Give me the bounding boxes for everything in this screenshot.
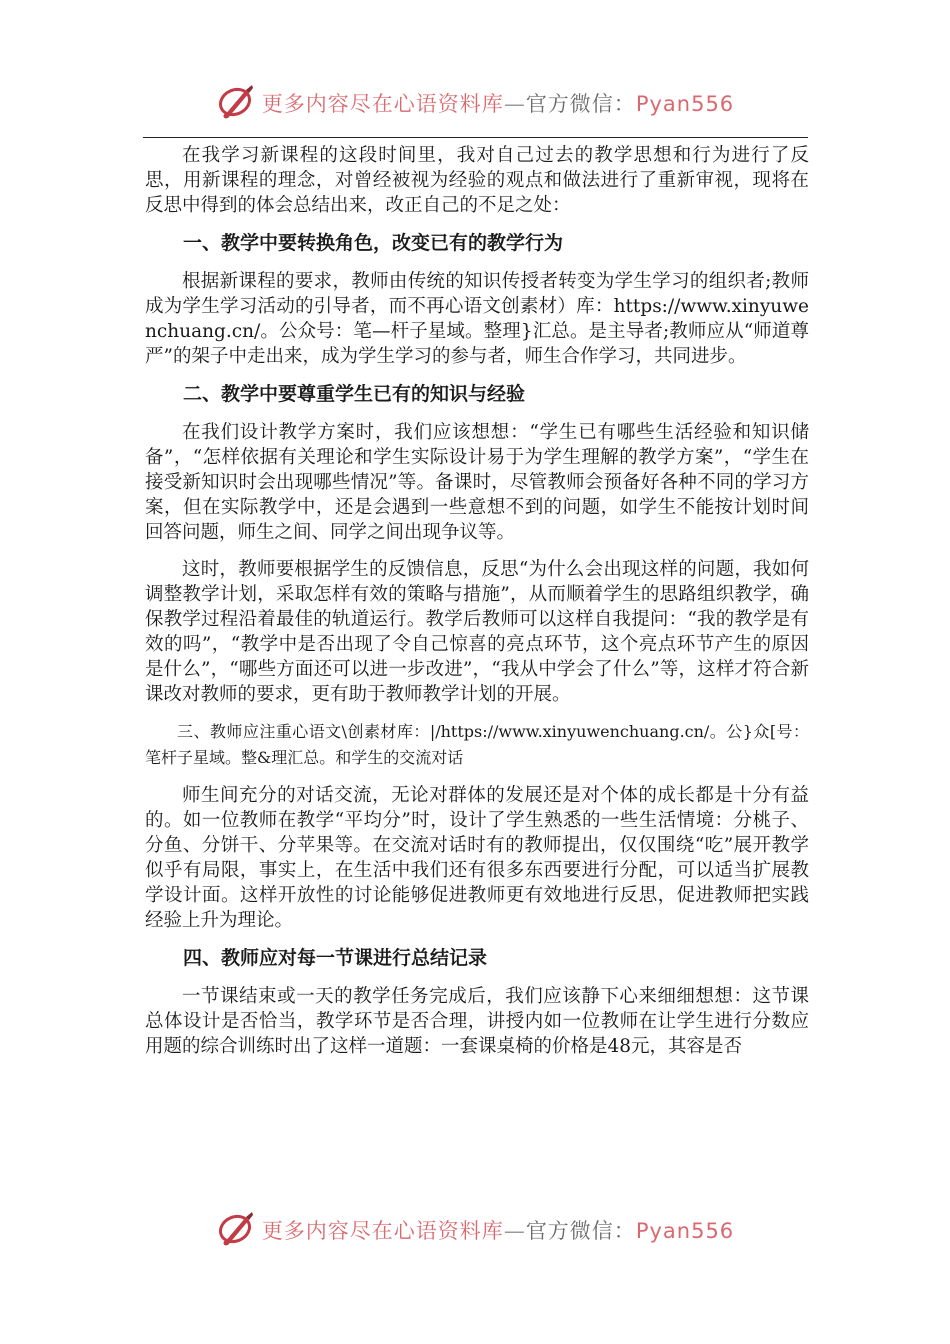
banner-text [262,1215,734,1245]
section-heading-3: 三、教师应注重心语文\创素材库：|/https://www.xinyuwenchuang.cn/。公}众[号：笔杆子星域。整&理汇总。和学生的交流对话 [145,722,809,767]
banner-main-text: 更多内容尽在心语资料库 [261,1219,504,1243]
section-heading-4: 四、教师应对每一节课进行总结记录 [183,947,488,969]
document-body [145,143,809,1071]
banner-dash: — [503,1219,526,1243]
header-divider [143,137,808,138]
header-banner [0,78,950,128]
section-1-paragraph: 根据新课程的要求，教师由传统的知识传授者转变为学生学习的组织者;教师成为学生学习活动的引导者，而不再心语文创素材）库：https://www.xinyuwenchuang.cn/。公众号：笔—杆子星域。整理}汇总。是主导者;教师应从“师道尊严”的架子中走出来，成为学生学习的参与者，师生合作学习，共同进步。 [145,271,809,367]
section-4-paragraph: 一节课结束或一天的教学任务完成后，我们应该静下心来细细想想：这节课总体设计是否恰当，教学环节是否合理，讲授内如一位教师在让学生进行分数应用题的综合训练时出了这样一道题：一套课桌椅的价格是48元，其容是否 [145,986,809,1057]
banner-label: 官方微信： [525,92,636,116]
footer-banner [0,1205,950,1255]
intro-paragraph: 在我学习新课程的这段时间里，我对自己过去的教学思想和行为进行了反思，用新课程的理念，对曾经被视为经验的观点和做法进行了重新审视，现将在反思中得到的体会总结出来，改正自己的不足之处： [145,145,809,216]
banner-wechat-id: Pyan556 [635,92,735,116]
banner-main-text: 更多内容尽在心语资料库 [261,92,504,116]
pen-and-ink-logo-icon [216,1209,258,1251]
section-2-paragraph-1: 在我们设计教学方案时，我们应该想想：“学生已有哪些生活经验和知识储备”，“怎样依据有关理论和学生实际设计易于为学生理解的教学方案”，“学生在接受新知识时会出现哪些情况”等。备课时，尽管教师会预备好各种不同的学习方案，但在实际教学中，还是会遇到一些意想不到的问题，如学生不能按计划时间回答问题，师生之间、同学之间出现争议等。 [145,422,809,543]
banner-dash: — [503,92,526,116]
section-2-paragraph-2: 这时，教师要根据学生的反馈信息，反思“为什么会出现这样的问题，我如何调整教学计划，采取怎样有效的策略与措施”，从而顺着学生的思路组织教学，确保教学过程沿着最佳的轨道运行。教学后教师可以这样自我提问：“我的教学是有效的吗”，“教学中是否出现了令自己惊喜的亮点环节，这个亮点环节产生的原因是什么”，“哪些方面还可以进一步改进”，“我从中学会了什么”等，这样才符合新课改对教师的要求，更有助于教师教学计划的开展。 [145,559,809,705]
section-heading-2: 二、教学中要尊重学生已有的知识与经验 [183,383,526,405]
banner-wechat-id: Pyan556 [635,1219,735,1243]
banner-text [262,88,734,118]
section-heading-1: 一、教学中要转换角色，改变已有的教学行为 [183,232,564,254]
pen-and-ink-logo-icon [216,82,258,124]
section-3-paragraph: 师生间充分的对话交流，无论对群体的发展还是对个体的成长都是十分有益的。如一位教师在教学“平均分”时，设计了学生熟悉的一些生活情境：分桃子、分鱼、分饼干、分苹果等。在交流对话时有的教师提出，仅仅围绕“吃”展开教学似乎有局限，事实上，在生活中我们还有很多东西要进行分配，可以适当扩展教学设计面。这样开放性的讨论能够促进教师更有效地进行反思，促进教师把实践经验上升为理论。 [145,785,809,931]
banner-label: 官方微信： [525,1219,636,1243]
